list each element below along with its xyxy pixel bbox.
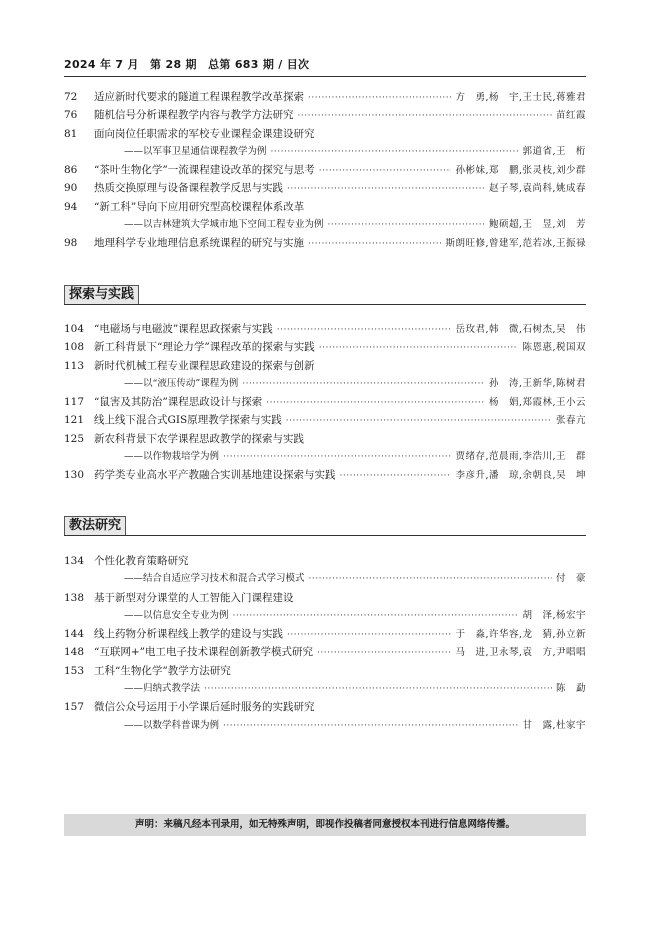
toc-subtitle-row xyxy=(64,680,586,698)
article-title: ——以“液压传动”课程为例 xyxy=(124,377,239,389)
issue-header: 2024 年 7 月 第 28 期 总第 683 期 / 目次 xyxy=(64,58,310,71)
article-authors: 于 淼,许华容,龙 猜,孙立新 xyxy=(455,629,586,641)
leader-dots xyxy=(317,644,451,662)
copyright-notice: 声明：来稿凡经本刊录用，如无特殊声明，即视作投稿者同意授权本刊进行信息网络传播。 xyxy=(64,814,586,836)
page-number: 144 xyxy=(64,628,85,641)
leader-dots xyxy=(319,162,452,180)
toc-entry xyxy=(64,198,586,216)
article-authors: 鲍硕超,王 昱,刘 芳 xyxy=(488,219,586,231)
article-title: ——结合自适应学习技术和混合式学习模式 xyxy=(124,573,305,585)
article-authors: 斯朗旺修,曾建军,范若冰,王振禄 xyxy=(445,238,586,250)
article-title: 个性化教育策略研究 xyxy=(94,555,189,567)
article-authors: 马 进,卫永琴,袁 方,尹唱唱 xyxy=(455,647,586,659)
toc-subtitle-row xyxy=(64,216,586,234)
toc-entry xyxy=(64,698,586,716)
toc-entry xyxy=(64,234,586,252)
leader-dots xyxy=(308,89,451,107)
toc-entry xyxy=(64,338,586,356)
toc-subtitle-row xyxy=(64,570,586,588)
toc-entry xyxy=(64,466,586,484)
article-title: ——以作物栽培学为例 xyxy=(124,451,220,463)
article-authors: 贾绪存,范晨雨,李浩川,王 群 xyxy=(455,451,586,463)
leader-dots xyxy=(223,448,451,466)
article-title: 新工科背景下“理论力学”课程改革的探索与实践 xyxy=(94,341,315,354)
toc-entry xyxy=(64,625,586,643)
toc-entry xyxy=(64,589,586,607)
toc-block-3 xyxy=(64,552,586,735)
article-authors: 胡 泽,杨宏宇 xyxy=(522,609,586,621)
page-number: 138 xyxy=(64,591,85,604)
page-number: 113 xyxy=(64,359,85,372)
article-authors: 赵子琴,袁尚科,姚成春 xyxy=(488,183,586,195)
page-number: 76 xyxy=(64,109,78,122)
leader-dots xyxy=(328,216,485,234)
toc-subtitle-row xyxy=(64,143,586,161)
leader-dots xyxy=(308,235,441,253)
article-title: 工科“生物化学”教学方法研究 xyxy=(94,664,231,677)
leader-dots xyxy=(298,107,552,125)
toc-subtitle-row xyxy=(64,717,586,735)
leader-dots xyxy=(266,394,485,412)
article-title: 微信公众号运用于小学课后延时服务的实践研究 xyxy=(94,701,315,714)
article-title: ——以吉林建筑大学城市地下空间工程专业为例 xyxy=(124,219,324,231)
article-title: ——归纳式教学法 xyxy=(124,683,201,695)
toc-block-2 xyxy=(64,320,586,485)
page-number: 81 xyxy=(64,127,78,140)
article-authors: 方 勇,杨 宇,王士民,蒋雅君 xyxy=(455,92,586,103)
article-title: ——以信息安全专业为例 xyxy=(124,609,229,621)
toc-block-1 xyxy=(64,88,586,253)
toc-subtitle-row xyxy=(64,375,586,393)
article-title: ——以数学科普课为例 xyxy=(124,719,220,731)
page-number: 90 xyxy=(64,182,78,195)
page-number: 108 xyxy=(64,341,85,354)
leader-dots xyxy=(309,570,552,588)
leader-dots xyxy=(287,180,485,198)
page-number: 125 xyxy=(64,432,85,445)
article-title: 地理科学专业地理信息系统课程的研究与实施 xyxy=(94,237,304,250)
leader-dots xyxy=(242,375,485,393)
article-authors: 郭道省,王 桁 xyxy=(522,145,586,157)
header-divider xyxy=(64,76,586,77)
toc-entry xyxy=(64,125,586,143)
page-number: 104 xyxy=(64,323,85,335)
toc-entry xyxy=(64,662,586,680)
toc-subtitle-row xyxy=(64,448,586,466)
page-number: 130 xyxy=(64,469,85,482)
article-authors: 苗红霞 xyxy=(555,110,586,122)
leader-dots xyxy=(340,467,452,485)
article-title: 随机信号分析课程教学内容与教学方法研究 xyxy=(94,109,294,122)
page-number: 94 xyxy=(64,200,78,213)
article-title: “电磁场与电磁波”课程思政探索与实践 xyxy=(94,323,273,335)
toc-entry xyxy=(64,643,586,661)
leader-dots xyxy=(286,412,552,430)
article-authors: 陈 勐 xyxy=(555,683,586,695)
toc-entry xyxy=(64,106,586,124)
article-authors: 甘 露,杜家宇 xyxy=(522,719,586,731)
page-number: 117 xyxy=(64,396,85,409)
article-title: ——以军事卫星通信课程教学为例 xyxy=(124,145,267,157)
page-number: 157 xyxy=(64,701,85,714)
leader-dots xyxy=(319,339,519,357)
leader-dots xyxy=(204,680,552,698)
leader-dots xyxy=(223,717,518,735)
page-number: 148 xyxy=(64,646,85,659)
article-authors: 李彦升,潘 琼,余朝良,吴 坤 xyxy=(455,470,586,482)
article-authors: 付 豪 xyxy=(555,573,586,585)
page-number: 153 xyxy=(64,664,85,677)
toc-subtitle-row xyxy=(64,607,586,625)
article-title: 面向岗位任职需求的军校专业课程金课建设研究 xyxy=(94,127,315,140)
article-title: 适应新时代要求的隧道工程课程教学改革探索 xyxy=(94,91,304,103)
article-authors: 张春亢 xyxy=(555,415,586,427)
leader-dots xyxy=(287,626,451,644)
toc-entry xyxy=(64,430,586,448)
article-title: 新时代机械工程专业课程思政建设的探索与创新 xyxy=(94,359,315,372)
article-title: “鼠害及其防治”课程思政设计与探索 xyxy=(94,396,263,409)
article-title: 线上线下混合式GIS原理教学探索与实践 xyxy=(94,414,282,427)
leader-dots xyxy=(233,607,519,625)
section-divider xyxy=(64,535,586,536)
article-title: 新农科背景下农学课程思政教学的探索与实践 xyxy=(94,432,304,445)
article-authors: 杨 娟,郑霞林,王小云 xyxy=(488,397,586,409)
toc-entry xyxy=(64,161,586,179)
article-authors: 岳玫君,韩 微,石树杰,吴 伟 xyxy=(455,324,586,335)
article-title: “互联网+”电工电子技术课程创新教学模式研究 xyxy=(94,646,314,659)
article-title: 热质交换原理与设备课程教学反思与实践 xyxy=(94,182,283,195)
toc-entry xyxy=(64,357,586,375)
toc-entry xyxy=(64,411,586,429)
toc-entry xyxy=(64,179,586,197)
toc-entry xyxy=(64,552,586,570)
page-number: 121 xyxy=(64,414,85,427)
page-number: 86 xyxy=(64,164,78,177)
page-number: 134 xyxy=(64,555,85,567)
toc-entry xyxy=(64,393,586,411)
article-title: “茶叶生物化学”一流课程建设改革的探究与思考 xyxy=(94,164,315,177)
article-authors: 陈恩惠,税国双 xyxy=(522,342,586,354)
article-authors: 孙彬妹,郑 鹏,张灵枝,刘少群 xyxy=(455,165,586,177)
section-title-explore-practice: 探索与实践 xyxy=(64,285,139,305)
article-title: 线上药物分析课程线上教学的建设与实践 xyxy=(94,628,283,641)
article-title: “新工科”导向下应用研究型高校课程体系改革 xyxy=(94,200,305,213)
article-authors: 孙 涛,王新华,陈树君 xyxy=(488,377,586,389)
leader-dots xyxy=(271,143,519,161)
leader-dots xyxy=(277,321,452,339)
page-number: 72 xyxy=(64,91,78,103)
article-title: 基于新型对分课堂的人工智能入门课程建设 xyxy=(94,591,294,604)
page-number: 98 xyxy=(64,237,78,250)
toc-entry xyxy=(64,320,586,338)
section-title-teaching-method: 教法研究 xyxy=(64,516,126,536)
section-divider xyxy=(64,304,586,305)
toc-entry xyxy=(64,88,586,106)
article-title: 药学类专业高水平产教融合实训基地建设探索与实践 xyxy=(94,469,336,482)
